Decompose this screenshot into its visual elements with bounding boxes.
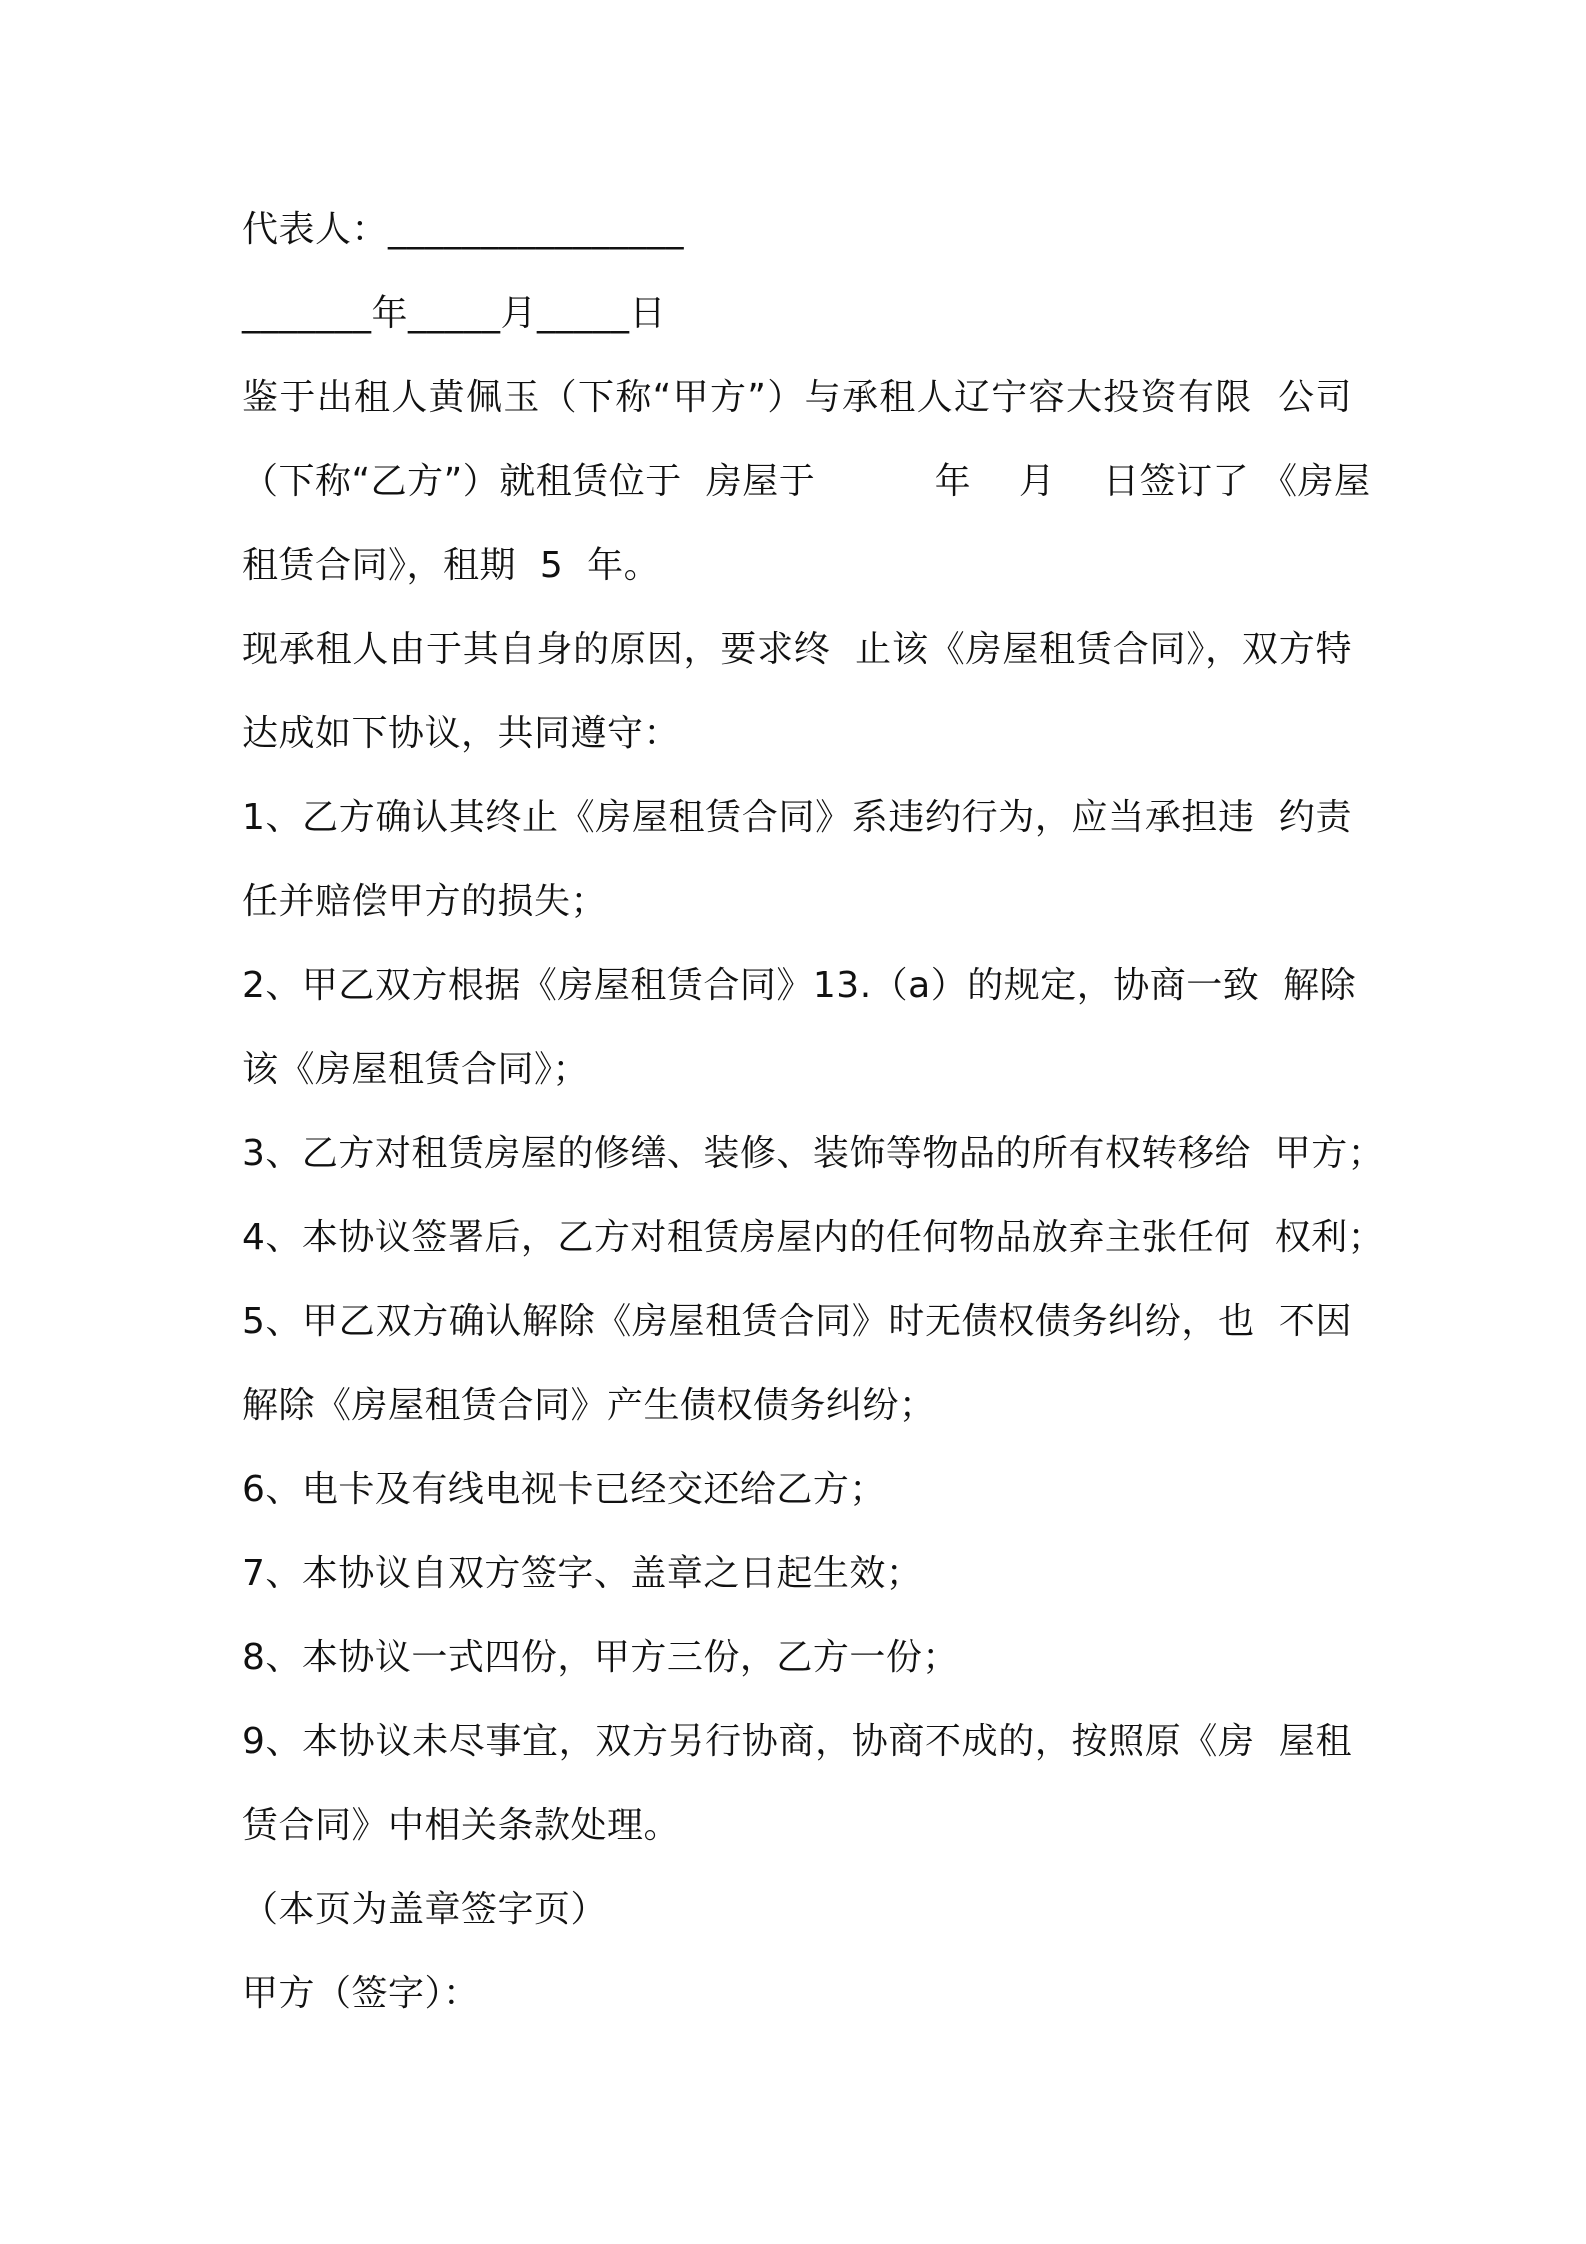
clause-5-line-2: 解除《房屋租赁合同》产生债权债务纠纷； xyxy=(242,1385,936,1426)
clause-1-line-2: 任并赔偿甲方的损失； xyxy=(242,881,608,922)
party-a-signature-label: 甲方（签字）： xyxy=(242,1973,480,2014)
clause-1-line-1: 1、乙方确认其终止《房屋租赁合同》系违约行为，应当承担违 约责 xyxy=(242,797,1352,838)
clause-9-line-1: 9、本协议未尽事宜，双方另行协商，协商不成的，按照原《房 屋租 xyxy=(242,1721,1352,1762)
reason-line-1: 现承租人由于其自身的原因，要求终 止该《房屋租赁合同》，双方特 xyxy=(242,629,1352,670)
representative-line: 代表人：________________ xyxy=(242,209,685,250)
preamble-line-3: 租赁合同》，租期 5 年。 xyxy=(242,545,661,586)
clause-8: 8、本协议一式四份，甲方三份，乙方一份； xyxy=(242,1637,959,1678)
signature-page-note: （本页为盖章签字页） xyxy=(242,1889,608,1930)
clause-3: 3、乙方对租赁房屋的修缮、装修、装饰等物品的所有权转移给 甲方； xyxy=(242,1133,1385,1174)
preamble-line-2: （下称“乙方”）就租赁位于 房屋于 年 月 日签订了 《房屋 xyxy=(242,461,1371,502)
clause-7: 7、本协议自双方签字、盖章之日起生效； xyxy=(242,1553,923,1594)
clause-2-line-1: 2、甲乙双方根据《房屋租赁合同》13.（a）的规定，协商一致 解除 xyxy=(242,965,1357,1006)
clause-5-line-1: 5、甲乙双方确认解除《房屋租赁合同》时无债权债务纠纷，也 不因 xyxy=(242,1301,1352,1342)
date-line: _______年_____月_____日 xyxy=(242,293,666,334)
preamble-line-1: 鉴于出租人黄佩玉（下称“甲方”）与承租人辽宁容大投资有限 公司 xyxy=(242,377,1352,418)
clause-2-line-2: 该《房屋租赁合同》； xyxy=(242,1049,590,1090)
clause-4: 4、本协议签署后，乙方对租赁房屋内的任何物品放弃主张任何 权利； xyxy=(242,1217,1385,1258)
clause-6: 6、电卡及有线电视卡已经交还给乙方； xyxy=(242,1469,886,1510)
clause-9-line-2: 赁合同》中相关条款处理。 xyxy=(242,1805,681,1846)
reason-line-2: 达成如下协议，共同遵守： xyxy=(242,713,681,754)
